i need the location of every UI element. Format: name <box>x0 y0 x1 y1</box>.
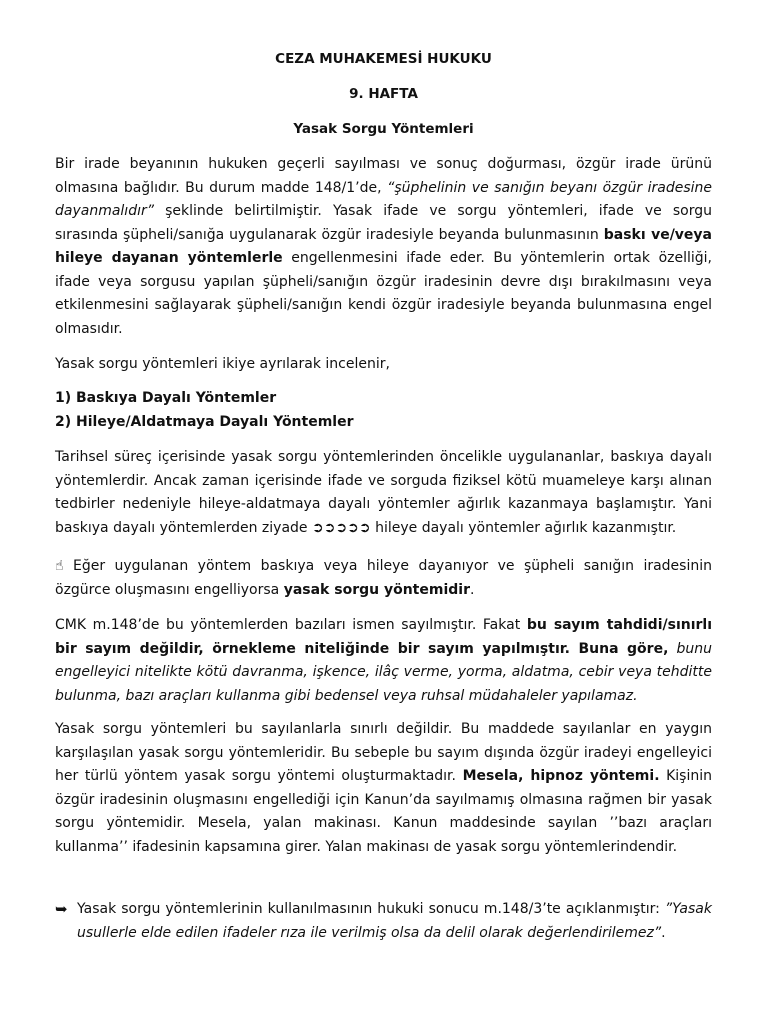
p1-text-e: engellenmesini ifade eder. Bu yöntemlerin ortak özelliği, ifade veya sorgusu yapılan şüpheli/sanığın özgür iradesinin devre dışı bırakılmasını veya etkilenmesini sağlayarak şüpheli/sanığın kendi özgür iradesiyle beyanda bulunmasına engel olmasıdır. <box>55 250 712 337</box>
p7-text-a: Yasak sorgu yöntemlerinin kullanılmasının hukuki sonucu m.148/3’te açıklanmıştır: <box>77 901 665 917</box>
paragraph-3 <box>55 446 712 540</box>
paragraph-7 <box>55 898 712 945</box>
p6-text-a: Yasak sorgu yöntemleri bu sayılanlarla sınırlı değildir. Bu maddede sayılanlar en yaygın karşılaşılan yasak sorgu yöntemleridir. Bu sebeple bu sayım dışında özgür iradeyi engelleyici her türlü yöntem yasak sorgu yöntemi oluşturmaktadır. <box>55 721 712 784</box>
p4-bold: yasak sorgu yöntemidir <box>283 581 470 598</box>
p1-quote: “şüphelinin ve sanığın beyanı özgür iradesine dayanmalıdır” <box>55 179 712 219</box>
p1-text-c: şeklinde belirtilmiştir. Yasak ifade ve sorgu yöntemleri, ifade ve sorgu sırasında şüpheli/sanığa uygulanarak özgür iradesiyle beyanda bulunmasının <box>55 203 712 243</box>
paragraph-6 <box>55 718 712 859</box>
document-title: CEZA MUHAKEMESİ HUKUKU <box>275 51 492 67</box>
p5-italic: bunu engelleyici nitelikte kötü davranma, işkence, ilâç verme, yorma, aldatma, cebir veya tehditte bulunma, bazı araçları kullanma gibi bedensel veya ruhsal müdahaleler yapılamaz. <box>55 640 712 704</box>
p5-bold: bu sayım tahdidi/sınırlı bir sayım değildir, örnekleme niteliğinde bir sayım yapılmıştır. Buna göre, <box>55 617 713 657</box>
paragraph-2: Yasak sorgu yöntemleri ikiye ayrılarak incelenir, <box>55 356 390 372</box>
p5-text-a: CMK m.148’de bu yöntemlerden bazıları ismen sayılmıştır. Fakat <box>55 617 527 633</box>
p4-text-c: . <box>469 581 475 598</box>
p1-text-a: Bir irade beyanının hukuken geçerli sayılması ve sonuç doğurması, özgür irade ürünü olmasına bağlıdır. Bu durum madde 148/1’de, <box>55 156 712 196</box>
pointing-hand-icon: ☝ <box>55 558 64 574</box>
list-item: 1) Baskıya Dayalı Yöntemler <box>55 390 277 406</box>
p3-text-b: hileye dayalı yöntemler ağırlık kazanmıştır. <box>370 519 677 536</box>
week-heading: 9. HAFTA <box>349 86 418 102</box>
method-list <box>55 387 712 434</box>
p7-content <box>55 898 712 945</box>
curved-arrow-icon: ➥ <box>55 900 68 918</box>
p7-text-c: . <box>661 924 666 941</box>
p1-bold: baskı ve/veya hileye dayanan yöntemlerle <box>55 226 712 266</box>
paragraph-1 <box>55 153 712 341</box>
paragraph-4 <box>55 555 712 602</box>
p7-italic: ”Yasak usullerle elde edilen ifadeler rıza ile verilmiş olsa da delil olarak değerlendirilemez” <box>77 901 712 941</box>
p3-text-a: Tarihsel süreç içerisinde yasak sorgu yöntemlerinden öncelikle uygulananlar, baskıya dayalı yöntemlerdir. Ancak zaman içerisinde ifade ve sorguda fiziksel kötü muameleye karşı alınan tedbirler nedeniyle hileye-aldatmaya dayalı yöntemler ağırlık kazanmaya başlamıştır. Yani baskıya dayalı yöntemlerden ziyade <box>55 449 712 536</box>
p4-text-a: Eğer uygulanan yöntem baskıya veya hileye dayanıyor ve şüpheli sanığın iradesinin özgürce oluşmasını engelliyorsa <box>55 558 712 598</box>
paragraph-5 <box>55 614 712 708</box>
list-item: 2) Hileye/Aldatmaya Dayalı Yöntemler <box>55 413 354 430</box>
p6-bold: Mesela, hipnoz yöntemi. <box>462 768 660 784</box>
arrow-icons: ➲➲➲➲➲ <box>311 519 371 536</box>
section-heading: Yasak Sorgu Yöntemleri <box>293 121 474 137</box>
p6-text-c: Kişinin özgür iradesinin oluşmasını engellediği için Kanun’da sayılmamış olmasına rağmen bir yasak sorgu yöntemidir. Mesela, yalan makinası. Kanun maddesinde sayılan ’’bazı araçları kullanma’’ ifadesinin kapsamına girer. Yalan makinası de yasak sorgu yöntemlerindendir. <box>55 768 712 855</box>
